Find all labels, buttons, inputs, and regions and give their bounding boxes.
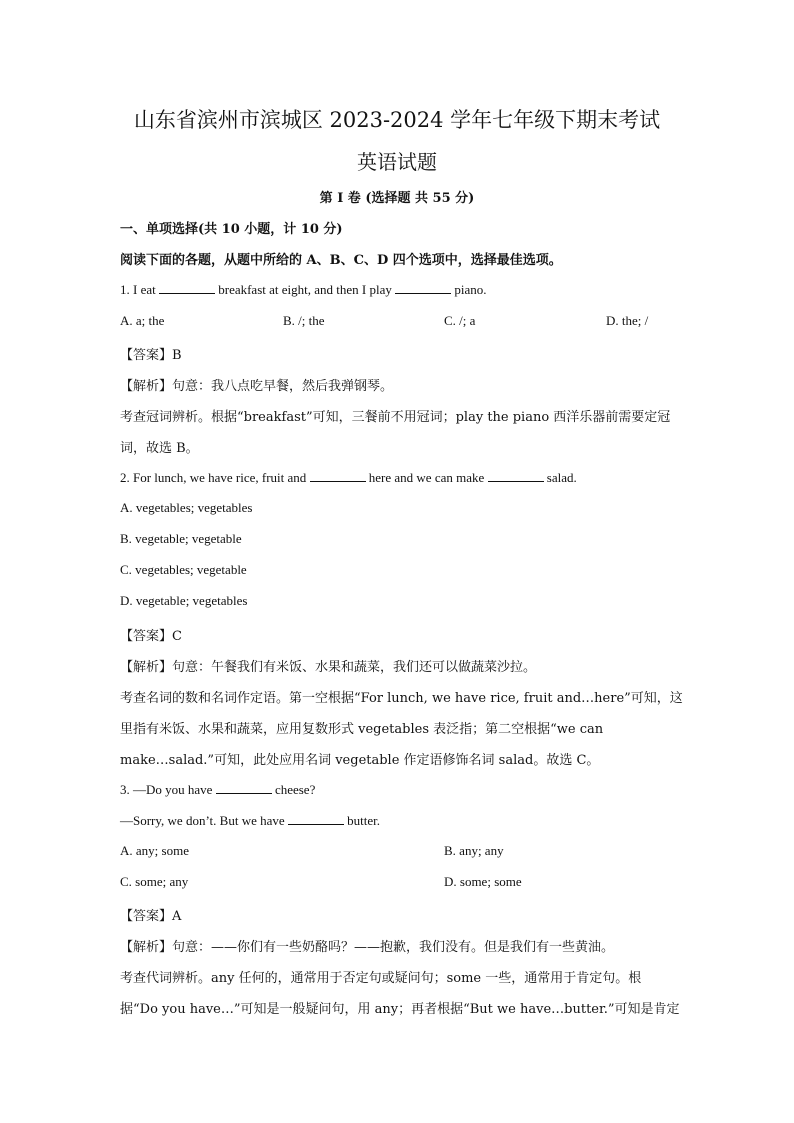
q1-analysis-line-1 (120, 375, 393, 394)
answer-blank (216, 781, 272, 794)
stem-text: —Sorry, we don’t. But we have (120, 813, 288, 828)
q2-analysis-line-2: 考查名词的数和名词作定语。第一空根据“For lunch, we have rice, fruit and…here”可知，这 (120, 691, 683, 706)
q1-option-d: D. the; / (606, 313, 649, 328)
q1-option-b: B. /; the (283, 313, 325, 328)
q1-option-a: A. a; the (120, 313, 165, 328)
instruction-text: 阅读下面的各题，从题中所给的 A、B、C、D 四个选项中，选择最佳选项。 (120, 253, 562, 268)
q1-option-c: C. /; a (444, 313, 476, 328)
stem-text: 1. I eat (120, 282, 159, 297)
q3-analysis-line-1 (120, 936, 614, 955)
stem-text: here and we can make (365, 470, 488, 485)
question-3-stem-line-1 (120, 781, 315, 798)
q1-answer: 【答案】B (120, 348, 182, 363)
q2-answer: 【答案】C (120, 629, 182, 644)
q2-option-d: D. vegetable; vegetables (120, 593, 248, 608)
q2-option-c: C. vegetables; vegetable (120, 562, 247, 577)
q3-option-c: C. some; any (120, 874, 189, 889)
stem-text: 3. —Do you have (120, 782, 216, 797)
answer-blank (159, 281, 215, 294)
q3-answer: 【答案】A (120, 909, 182, 924)
exam-title: 山东省滨州市滨城区 2023-2024 学年七年级下期末考试 (133, 108, 661, 132)
stem-text: 2. For lunch, we have rice, fruit and (120, 470, 310, 485)
q3-option-d: D. some; some (444, 874, 522, 889)
q2-analysis-line-3: 里指有米饭、水果和蔬菜，应用复数形式 vegetables 表泛指；第二空根据“we can (120, 722, 604, 737)
question-1-stem (120, 281, 487, 298)
q3-analysis-line-3: 据“Do you have…”可知是一般疑问句，用 any；再者根据“But we have…butter.”可知是肯定 (120, 1002, 680, 1017)
analysis-text: 句意：午餐我们有米饭、水果和蔬菜，我们还可以做蔬菜沙拉。 (172, 660, 537, 675)
question-2-stem (120, 469, 577, 486)
exam-subtitle: 英语试题 (357, 150, 437, 174)
answer-blank (310, 469, 366, 482)
answer-blank (488, 469, 544, 482)
analysis-text: 句意：我八点吃早餐，然后我弹钢琴。 (172, 379, 394, 394)
analysis-label: 【解析】 (120, 660, 173, 675)
stem-text: cheese? (271, 782, 316, 797)
q2-analysis-line-4: make…salad.”可知，此处应用名词 vegetable 作定语修饰名词 salad。故选 C。 (120, 753, 600, 768)
q3-option-a: A. any; some (120, 843, 189, 858)
q3-analysis-line-2: 考查代词辨析。any 任何的，通常用于否定句或疑问句；some 一些，通常用于肯定句。根 (120, 971, 642, 986)
analysis-text: 句意：——你们有一些奶酪吗？——抱歉，我们没有。但是我们有一些黄油。 (172, 940, 615, 955)
q3-option-b: B. any; any (444, 843, 504, 858)
stem-text: salad. (543, 470, 577, 485)
q1-analysis-line-3: 词，故选 B。 (120, 441, 199, 456)
stem-text: piano. (451, 282, 487, 297)
answer-blank (395, 281, 451, 294)
q2-analysis-line-1 (120, 656, 536, 675)
stem-text: butter. (343, 813, 380, 828)
question-3-stem-line-2 (120, 812, 380, 829)
analysis-label: 【解析】 (120, 379, 173, 394)
q1-analysis-line-2: 考查冠词辨析。根据“breakfast”可知，三餐前不用冠词；play the piano 西洋乐器前需要定冠 (120, 410, 671, 425)
part-heading: 第 I 卷 (选择题 共 55 分) (319, 191, 475, 206)
q2-option-b: B. vegetable; vegetable (120, 531, 242, 546)
stem-text: breakfast at eight, and then I play (214, 282, 396, 297)
section-heading: 一、单项选择(共 10 小题，计 10 分) (120, 222, 343, 237)
analysis-label: 【解析】 (120, 940, 173, 955)
q2-option-a: A. vegetables; vegetables (120, 500, 253, 515)
answer-blank (288, 812, 344, 825)
